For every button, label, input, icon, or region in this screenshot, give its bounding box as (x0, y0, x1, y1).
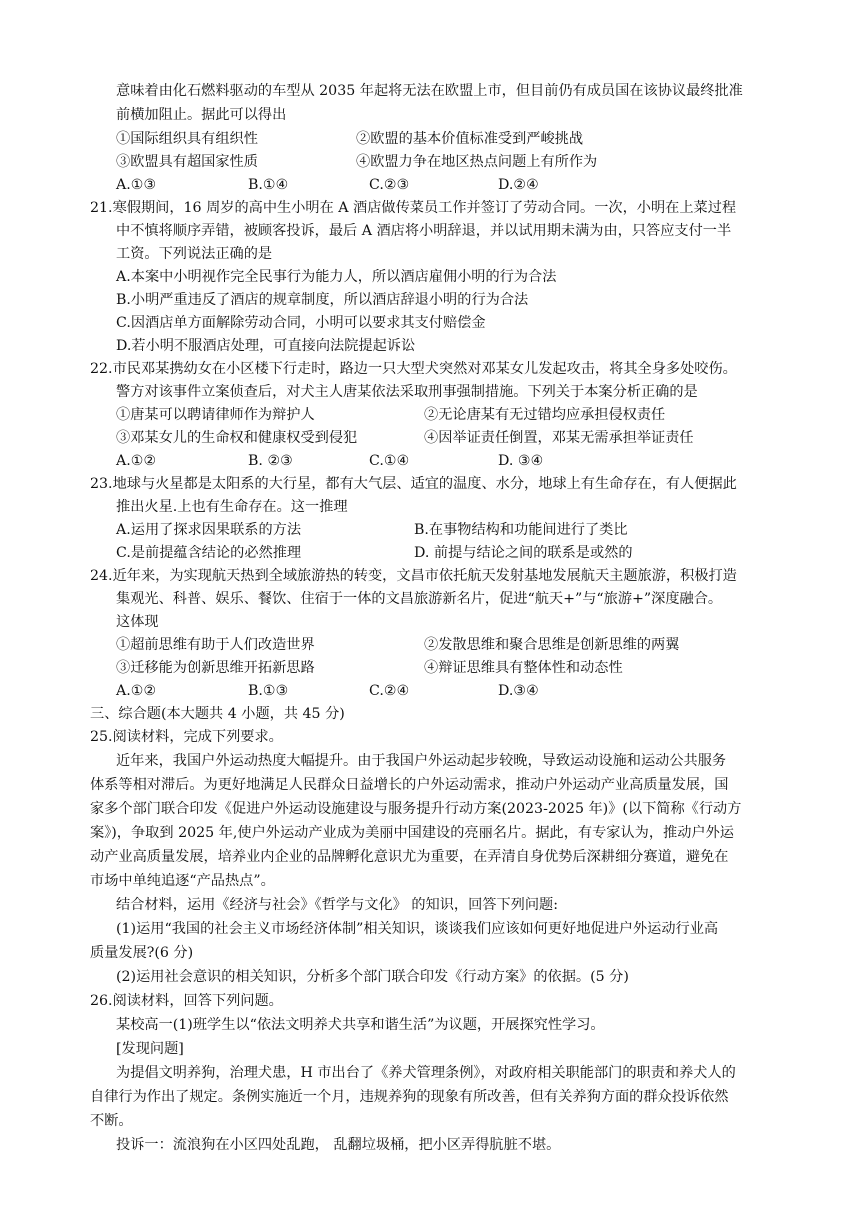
q24-statement-3: ③迁移能为创新思维开拓新思路 (116, 660, 315, 676)
q24-option-c: C.②④ (369, 683, 410, 699)
q22-option-d: D. ③④ (498, 453, 544, 469)
q20-option-c: C.②③ (369, 177, 410, 193)
q20-option-b: B.①④ (248, 177, 289, 193)
q24-option-a: A.①② (116, 683, 157, 699)
q25-instruction: 结合材料，运用《经济与社会》《哲学与文化》 的知识，回答下列问题: (116, 897, 559, 913)
q26-material-line: 不断。 (90, 1113, 133, 1129)
q21-stem-line: 工资。下列说法正确的是 (116, 246, 273, 262)
q20-text-line: 前横加阻止。据此可以得出 (116, 107, 287, 123)
q20-option-a: A.①③ (116, 177, 157, 193)
q23-option-a: A.运用了探求因果联系的方法 (116, 522, 302, 538)
q20-statement-1: ①国际组织具有组织性 (116, 131, 258, 147)
q23-option-b: B.在事物结构和功能间进行了类比 (414, 522, 628, 538)
q26-material-line: 为提倡文明养狗，治理犬患，H 市出台了《养犬管理条例》，对政府相关职能部门的职责和养犬人的 (116, 1065, 736, 1081)
q22-option-a: A.①② (116, 453, 157, 469)
q20-option-d: D.②④ (498, 177, 539, 193)
q20-statement-3: ③欧盟具有超国家性质 (116, 154, 258, 170)
q25-material-line: 案》)，争取到 2025 年,使户外运动产业成为美丽中国建设的亮丽名片。据此，有专家认为，推动户外运 (90, 825, 734, 841)
q22-option-c: C.①④ (369, 453, 410, 469)
q24-statement-4: ④辩证思维具有整体性和动态性 (424, 660, 623, 676)
q22-stem-line: 22.市民邓某携幼女在小区楼下行走时，路边一只大型犬突然对邓某女儿发起攻击，将其全身多处咬伤。 (90, 361, 737, 377)
q24-option-d: D.③④ (498, 683, 539, 699)
q25-material-line: 家多个部门联合印发《促进户外运动设施建设与服务提升行动方案(2023-2025 年)》(以下简称《行动方 (90, 801, 742, 817)
q21-option-c: C.因酒店单方面解除劳动合同，小明可以要求其支付赔偿金 (116, 315, 486, 331)
q24-stem-line: 集观光、科普、娱乐、餐饮、住宿于一体的文昌旅游新名片，促进“航天+”与“旅游+”深度融合。 (116, 591, 723, 607)
q25-subquestion-1-cont: 质量发展?(6 分) (90, 945, 194, 961)
q21-option-a: A.本案中小明视作完全民事行为能力人，所以酒店雇佣小明的行为合法 (116, 269, 557, 285)
q20-text-line: 意味着由化石燃料驱动的车型从 2035 年起将无法在欧盟上市，但目前仍有成员国在该协议最终批准 (116, 83, 743, 99)
q22-statement-3: ③邓某女儿的生命权和健康权受到侵犯 (116, 430, 358, 446)
q21-stem-line: 中不慎将顺序弄错，被顾客投诉，最后 A 酒店将小明辞退，并以试用期未满为由，只答应支付一半 (116, 223, 732, 239)
q21-option-d: D.若小明不服酒店处理，可直接向法院提起诉讼 (116, 338, 416, 354)
q22-statement-4: ④因举证责任倒置，邓某无需承担举证责任 (424, 430, 694, 446)
q20-statement-2: ②欧盟的基本价值标准受到严峻挑战 (356, 131, 584, 147)
q26-intro: 某校高一(1)班学生以“依法文明养犬共享和谐生活”为议题，开展探究性学习。 (116, 1017, 605, 1033)
q23-option-d: D. 前提与结论之间的联系是或然的 (414, 545, 633, 561)
q25-material-line: 体系等相对滞后。为更好地满足人民群众日益增长的户外运动需求，推动户外运动产业高质量发展，国 (90, 777, 729, 793)
section-heading: 三、综合题(本大题共 4 小题，共 45 分) (90, 706, 345, 722)
q23-stem-line: 23.地球与火星都是太阳系的大行星，都有大气层、适宜的温度、水分，地球上有生命存在，有人便据此 (90, 476, 737, 492)
q25-subquestion-2: (2)运用社会意识的相关知识，分析多个部门联合印发《行动方案》的依据。(5 分) (116, 969, 629, 985)
q20-statement-4: ④欧盟力争在地区热点问题上有所作为 (356, 154, 598, 170)
q24-statement-1: ①超前思维有助于人们改造世界 (116, 637, 315, 653)
q25-material-line: 近年来，我国户外运动热度大幅提升。由于我国户外运动起步较晚，导致运动设施和运动公共服务 (116, 753, 727, 769)
q24-option-b: B.①③ (248, 683, 289, 699)
q23-stem-line: 推出火星.上也有生命存在。这一推理 (116, 499, 348, 515)
q22-option-b: B. ②③ (248, 453, 293, 469)
q22-statement-1: ①唐某可以聘请律师作为辩护人 (116, 407, 315, 423)
q25-material-line: 动产业高质量发展，培养业内企业的品牌孵化意识尤为重要，在弄清自身优势后深耕细分赛道，避免在 (90, 849, 729, 865)
q22-statement-2: ②无论唐某有无过错均应承担侵权责任 (424, 407, 666, 423)
q21-option-b: B.小明严重违反了酒店的规章制度，所以酒店辞退小明的行为合法 (116, 292, 529, 308)
q25-material-line: 市场中单纯追逐“产品热点”。 (90, 873, 275, 889)
q22-stem-line: 警方对该事件立案侦查后，对犬主人唐某依法采取刑事强制措施。下列关于本案分析正确的是 (116, 384, 698, 400)
q21-stem-line: 21.寒假期间，16 周岁的高中生小明在 A 酒店做传菜员工作并签订了劳动合同。一次，小明在上菜过程 (90, 200, 737, 216)
q24-statement-2: ②发散思维和聚合思维是创新思维的两翼 (424, 637, 680, 653)
q23-option-c: C.是前提蕴含结论的必然推理 (116, 545, 302, 561)
q26-section-tag: [发现问题] (116, 1041, 184, 1057)
q24-stem-line: 这体现 (116, 614, 159, 630)
q26-complaint-1: 投诉一：流浪狗在小区四处乱跑， 乱翻垃圾桶，把小区弄得肮脏不堪。 (116, 1137, 561, 1153)
q24-stem-line: 24.近年来，为实现航天热到全域旅游热的转变，文昌市依托航天发射基地发展航天主题旅游，积极打造 (90, 568, 737, 584)
q26-material-line: 自律行为作出了规定。条例实施近一个月，违规养狗的现象有所改善，但有关养狗方面的群众投诉依然 (90, 1089, 729, 1105)
q25-heading: 25.阅读材料，完成下列要求。 (90, 729, 283, 745)
q26-heading: 26.阅读材料，回答下列问题。 (90, 993, 283, 1009)
q25-subquestion-1: (1)运用“我国的社会主义市场经济体制”相关知识，谈谈我们应该如何更好地促进户外运动行业高 (116, 921, 719, 937)
